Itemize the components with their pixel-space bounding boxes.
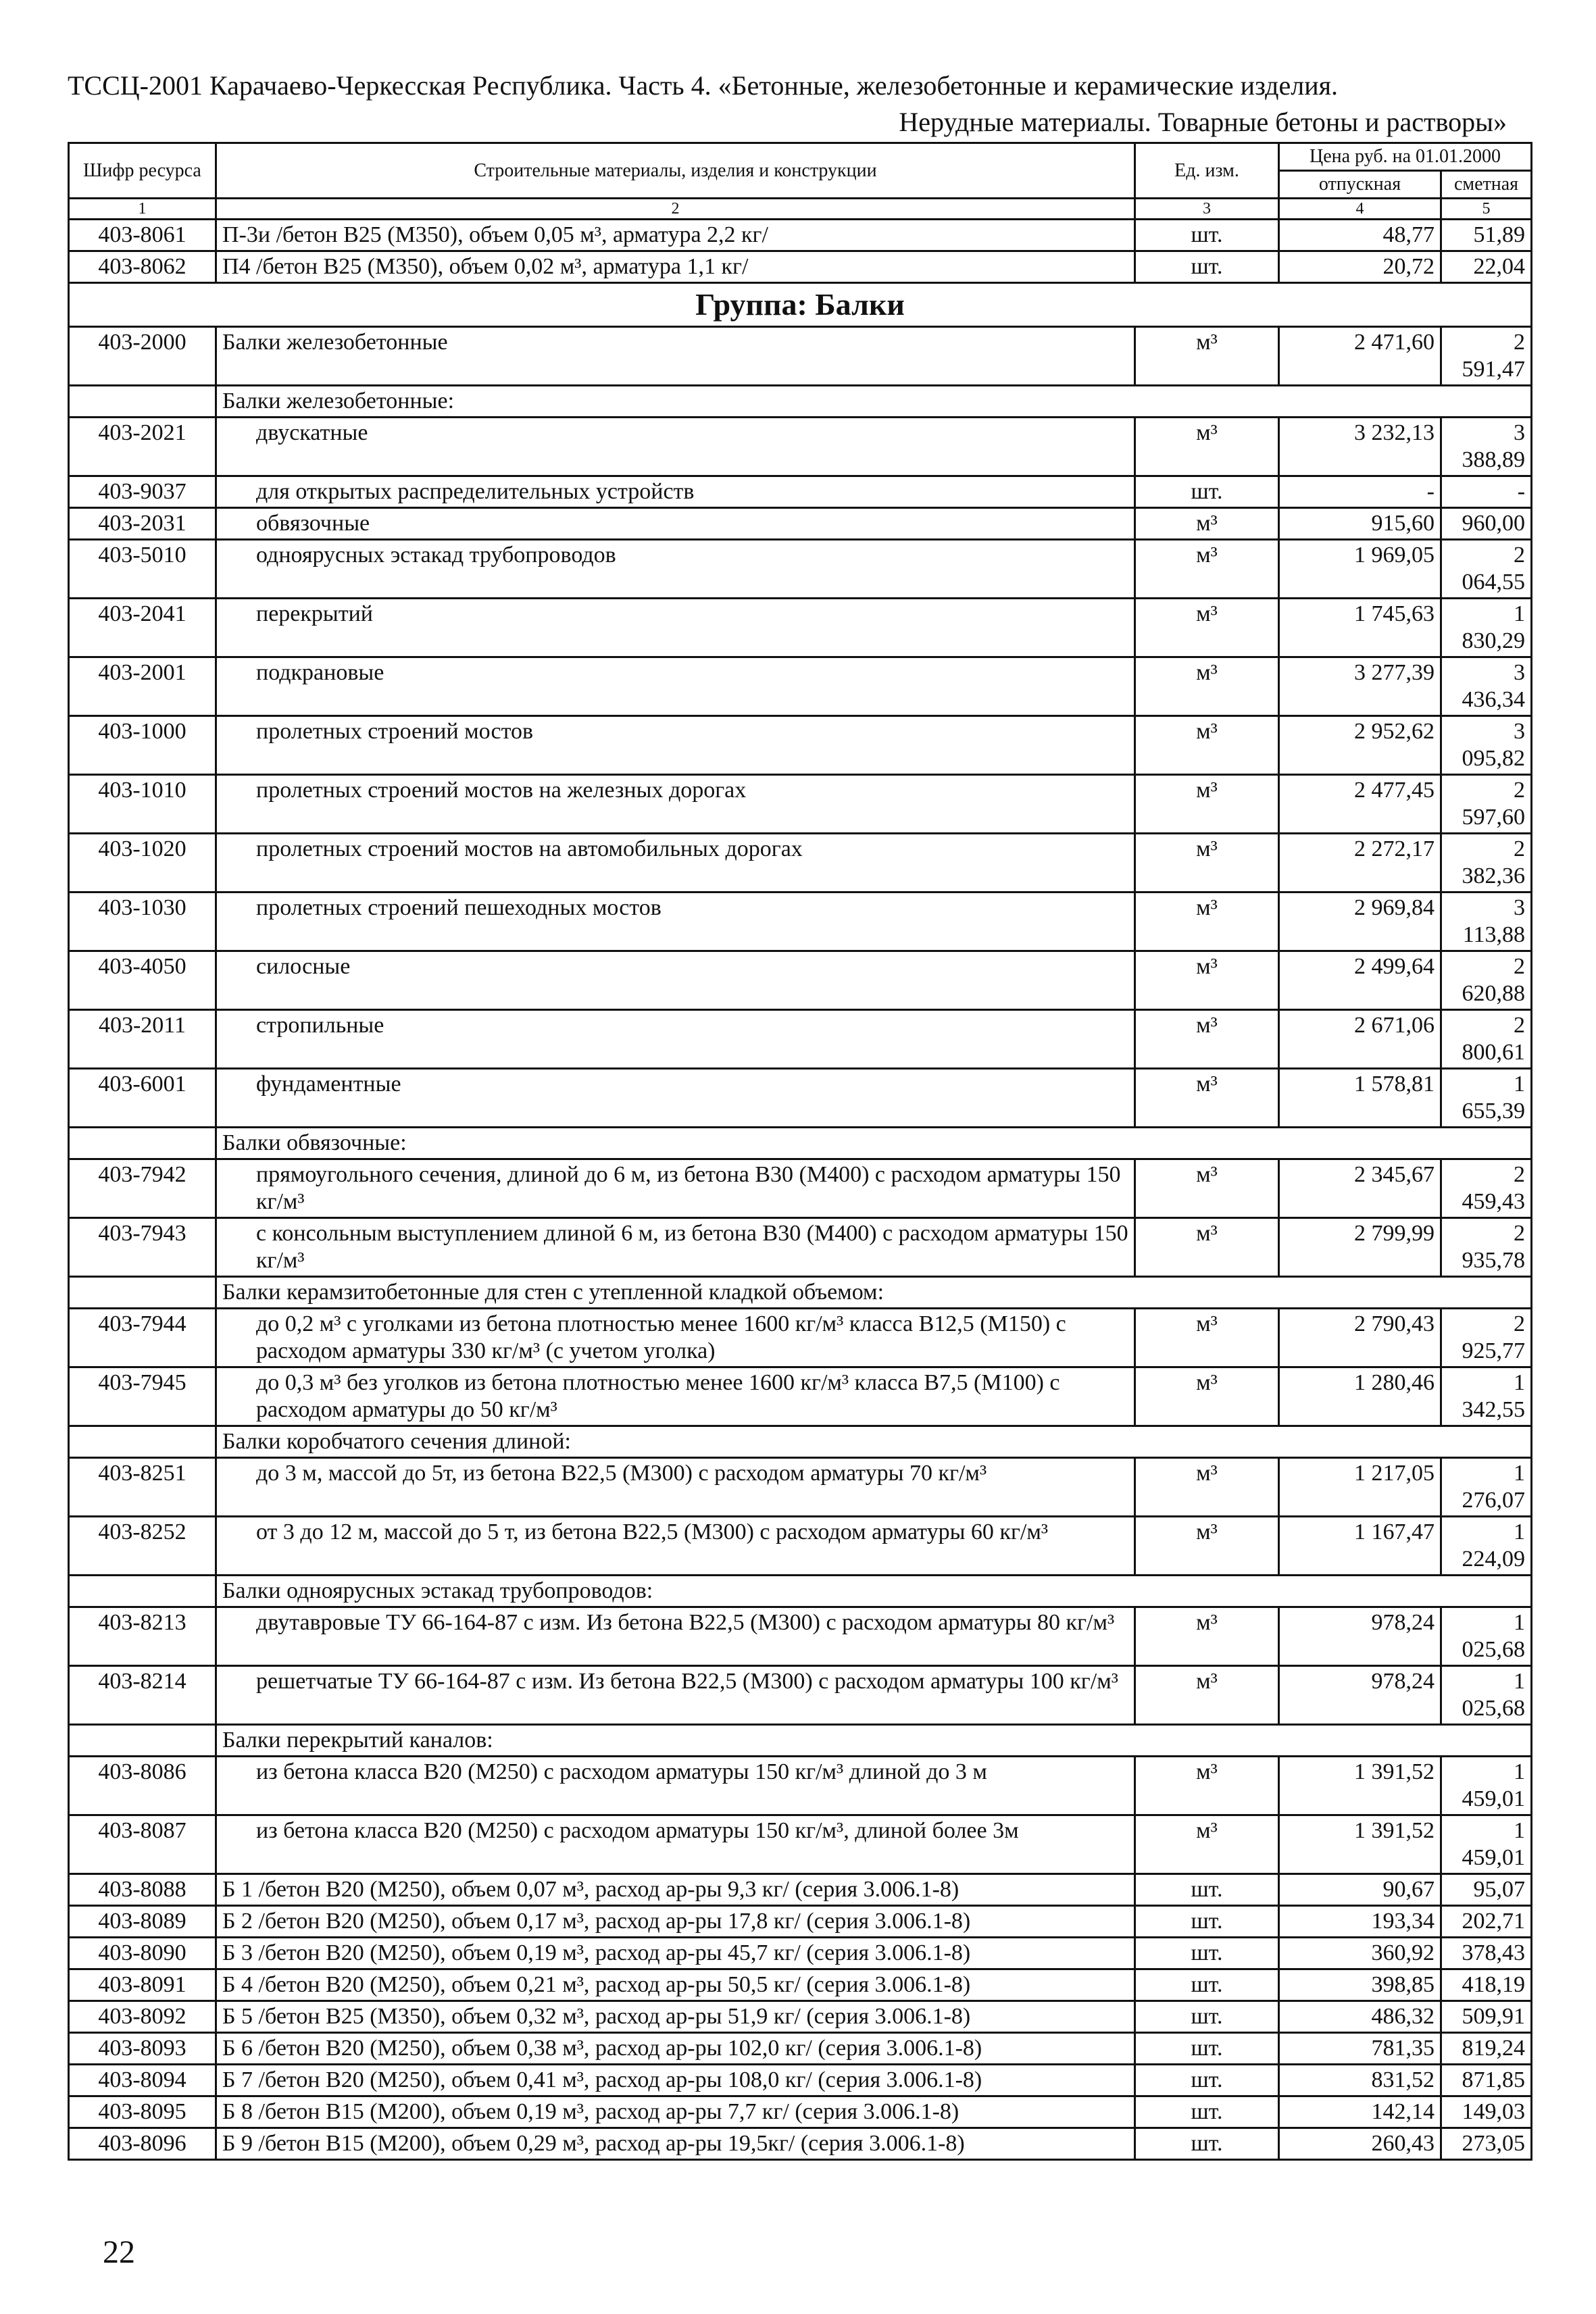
resource-name: пролетных строений мостов на автомобильных дорогах (216, 834, 1135, 892)
header-line-2: Нерудные материалы. Товарные бетоны и растворы» (899, 107, 1507, 137)
price-estimate: 2 925,77 (1441, 1309, 1532, 1367)
col-number: 4 (1279, 199, 1441, 220)
table-row (69, 1607, 1532, 1666)
price-wholesale: 20,72 (1279, 251, 1441, 283)
price-wholesale: 90,67 (1279, 1874, 1441, 1906)
empty-cell (69, 1128, 216, 1159)
price-wholesale: 978,24 (1279, 1666, 1441, 1725)
resource-code: 403-7942 (69, 1159, 216, 1218)
resource-name: пролетных строений мостов (216, 716, 1135, 775)
price-estimate: 2 064,55 (1441, 540, 1532, 599)
subgroup-row (69, 1576, 1532, 1607)
column-number-row (69, 199, 1532, 220)
resource-name: до 3 м, массой до 5т, из бетона В22,5 (М300) с расходом арматуры 70 кг/м³ (216, 1458, 1135, 1517)
price-estimate: 2 620,88 (1441, 951, 1532, 1010)
table-row (69, 1874, 1532, 1906)
price-wholesale: 193,34 (1279, 1906, 1441, 1938)
group-b-series (69, 1874, 1532, 2160)
resource-unit: шт. (1135, 2096, 1279, 2128)
group-pipeline-beams (69, 1607, 1532, 1725)
resource-name: одноярусных эстакад трубопроводов (216, 540, 1135, 599)
subgroup-row (69, 386, 1532, 418)
subgroup-pipeline (69, 1576, 1532, 1607)
resource-code: 403-8213 (69, 1607, 216, 1666)
price-estimate: 1 224,09 (1441, 1517, 1532, 1576)
price-table-wrapper (68, 142, 1530, 2161)
subgroup-row (69, 1725, 1532, 1757)
price-estimate: 3 113,88 (1441, 892, 1532, 951)
resource-unit: м³ (1135, 1218, 1279, 1277)
resource-unit: м³ (1135, 1517, 1279, 1576)
subgroup-title: Балки обвязочные: (216, 1128, 1532, 1159)
col-header-unit: Ед. изм. (1135, 143, 1279, 199)
table-row (69, 834, 1532, 892)
resource-name: силосные (216, 951, 1135, 1010)
resource-name: двускатные (216, 418, 1135, 476)
price-wholesale: 3 232,13 (1279, 418, 1441, 476)
price-wholesale: 2 799,99 (1279, 1218, 1441, 1277)
table-row (69, 1367, 1532, 1426)
empty-cell (69, 1725, 216, 1757)
subgroup-title: Балки железобетонные: (216, 386, 1532, 418)
resource-code: 403-1010 (69, 775, 216, 834)
resource-name: до 0,3 м³ без уголков из бетона плотностью менее 1600 кг/м³ класса В7,5 (М100) с расходом арматуры до 50 кг/м³ (216, 1367, 1135, 1426)
resource-unit: м³ (1135, 1159, 1279, 1218)
price-wholesale: 2 952,62 (1279, 716, 1441, 775)
price-wholesale: 2 671,06 (1279, 1010, 1441, 1069)
price-wholesale: 1 391,52 (1279, 1815, 1441, 1874)
resource-unit: шт. (1135, 1906, 1279, 1938)
price-wholesale: 360,92 (1279, 1938, 1441, 1969)
resource-name: Б 8 /бетон В15 (М200), объем 0,19 м³, расход ар-ры 7,7 кг/ (серия 3.006.1-8) (216, 2096, 1135, 2128)
resource-unit: шт. (1135, 1938, 1279, 1969)
resource-unit: шт. (1135, 251, 1279, 283)
resource-code: 403-2000 (69, 327, 216, 386)
price-wholesale: 2 969,84 (1279, 892, 1441, 951)
resource-code: 403-8095 (69, 2096, 216, 2128)
table-row (69, 716, 1532, 775)
price-wholesale: 2 272,17 (1279, 834, 1441, 892)
price-estimate: 2 800,61 (1441, 1010, 1532, 1069)
table-row (69, 1309, 1532, 1367)
resource-code: 403-8061 (69, 220, 216, 251)
resource-code: 403-8088 (69, 1874, 216, 1906)
col-header-name: Строительные материалы, изделия и конструкции (216, 143, 1135, 199)
resource-unit: м³ (1135, 1815, 1279, 1874)
subgroup-box (69, 1426, 1532, 1458)
price-estimate: 3 436,34 (1441, 657, 1532, 716)
resource-name: П-3и /бетон В25 (М350), объем 0,05 м³, арматура 2,2 кг/ (216, 220, 1135, 251)
table-row (69, 1218, 1532, 1277)
price-estimate: 1 459,01 (1441, 1815, 1532, 1874)
price-estimate: 378,43 (1441, 1938, 1532, 1969)
resource-unit: м³ (1135, 1458, 1279, 1517)
table-row (69, 1666, 1532, 1725)
resource-name: фундаментные (216, 1069, 1135, 1128)
price-wholesale: 48,77 (1279, 220, 1441, 251)
resource-unit: м³ (1135, 599, 1279, 657)
price-wholesale: 2 790,43 (1279, 1309, 1441, 1367)
price-wholesale: 781,35 (1279, 2033, 1441, 2065)
price-estimate: 51,89 (1441, 220, 1532, 251)
resource-name: Б 5 /бетон В25 (М350), объем 0,32 м³, расход ар-ры 51,9 кг/ (серия 3.006.1-8) (216, 2001, 1135, 2033)
resource-code: 403-7945 (69, 1367, 216, 1426)
price-estimate: 1 830,29 (1441, 599, 1532, 657)
empty-cell (69, 386, 216, 418)
resource-code: 403-8091 (69, 1969, 216, 2001)
resource-name: Б 2 /бетон В20 (М250), объем 0,17 м³, расход ар-ры 17,8 кг/ (серия 3.006.1-8) (216, 1906, 1135, 1938)
price-wholesale: 1 391,52 (1279, 1757, 1441, 1815)
table-row (69, 1517, 1532, 1576)
resource-code: 403-8087 (69, 1815, 216, 1874)
subgroup-title: Балки коробчатого сечения длиной: (216, 1426, 1532, 1458)
resource-name: прямоугольного сечения, длиной до 6 м, из бетона В30 (М400) с расходом арматуры 150 кг/м³ (216, 1159, 1135, 1218)
subgroup-channel (69, 1725, 1532, 1757)
price-estimate: 3 388,89 (1441, 418, 1532, 476)
price-estimate: 22,04 (1441, 251, 1532, 283)
resource-code: 403-8089 (69, 1906, 216, 1938)
resource-unit: м³ (1135, 716, 1279, 775)
table-row (69, 1815, 1532, 1874)
resource-name: двутавровые ТУ 66-164-87 с изм. Из бетона В22,5 (М300) с расходом арматуры 80 кг/м³ (216, 1607, 1135, 1666)
resource-name: подкрановые (216, 657, 1135, 716)
resource-code: 403-8090 (69, 1938, 216, 1969)
price-wholesale: 915,60 (1279, 508, 1441, 540)
resource-code: 403-2031 (69, 508, 216, 540)
resource-name: с консольным выступлением длиной 6 м, из бетона В30 (М400) с расходом арматуры 150 кг/м³ (216, 1218, 1135, 1277)
col-number: 3 (1135, 199, 1279, 220)
price-estimate: - (1441, 476, 1532, 508)
col-header-wholesale: отпускная (1279, 171, 1441, 199)
table-row (69, 508, 1532, 540)
price-estimate: 1 655,39 (1441, 1069, 1532, 1128)
table-row (69, 2096, 1532, 2128)
price-estimate: 2 935,78 (1441, 1218, 1532, 1277)
price-estimate: 819,24 (1441, 2033, 1532, 2065)
resource-code: 403-8086 (69, 1757, 216, 1815)
group-reinforced-beams (69, 418, 1532, 1128)
resource-code: 403-5010 (69, 540, 216, 599)
price-estimate: 2 597,60 (1441, 775, 1532, 834)
subgroup-strapping (69, 1128, 1532, 1159)
resource-unit: м³ (1135, 775, 1279, 834)
resource-code: 403-7943 (69, 1218, 216, 1277)
resource-code: 403-2011 (69, 1010, 216, 1069)
table-row (69, 418, 1532, 476)
price-wholesale: 398,85 (1279, 1969, 1441, 2001)
price-estimate: 960,00 (1441, 508, 1532, 540)
table-row (69, 1010, 1532, 1069)
resource-unit: шт. (1135, 476, 1279, 508)
group-strapping-beams (69, 1159, 1532, 1277)
subgroup-row (69, 1426, 1532, 1458)
table-row (69, 1159, 1532, 1218)
subgroup-claydite (69, 1277, 1532, 1309)
price-wholesale: 831,52 (1279, 2065, 1441, 2096)
table-row (69, 1969, 1532, 2001)
resource-unit: м³ (1135, 1367, 1279, 1426)
price-wholesale: 1 280,46 (1279, 1367, 1441, 1426)
resource-code: 403-8062 (69, 251, 216, 283)
resource-unit: м³ (1135, 540, 1279, 599)
group-box-beams (69, 1458, 1532, 1576)
table-row (69, 1069, 1532, 1128)
price-wholesale: 1 578,81 (1279, 1069, 1441, 1128)
table-row (69, 775, 1532, 834)
resource-unit: м³ (1135, 1010, 1279, 1069)
col-number: 1 (69, 199, 216, 220)
table-row (69, 657, 1532, 716)
subgroup-title: Балки керамзитобетонные для стен с утепленной кладкой объемом: (216, 1277, 1532, 1309)
subgroup-title: Балки перекрытий каналов: (216, 1725, 1532, 1757)
resource-name: стропильные (216, 1010, 1135, 1069)
table-row (69, 951, 1532, 1010)
resource-unit: шт. (1135, 2033, 1279, 2065)
resource-code: 403-1020 (69, 834, 216, 892)
resource-code: 403-8093 (69, 2033, 216, 2065)
price-wholesale: 1 167,47 (1279, 1517, 1441, 1576)
resource-code: 403-8214 (69, 1666, 216, 1725)
resource-name: для открытых распределительных устройств (216, 476, 1135, 508)
resource-name: Б 4 /бетон В20 (М250), объем 0,21 м³, расход ар-ры 50,5 кг/ (серия 3.006.1-8) (216, 1969, 1135, 2001)
resource-name: обвязочные (216, 508, 1135, 540)
resource-name: до 0,2 м³ с уголками из бетона плотностью менее 1600 кг/м³ класса В12,5 (М150) с расходом арматуры 330 кг/м³ (с учетом уголка) (216, 1309, 1135, 1367)
subgroup-row (69, 1128, 1532, 1159)
resource-name: Б 9 /бетон В15 (М200), объем 0,29 м³, расход ар-ры 19,5кг/ (серия 3.006.1-8) (216, 2128, 1135, 2160)
resource-unit: м³ (1135, 1757, 1279, 1815)
price-estimate: 149,03 (1441, 2096, 1532, 2128)
resource-code: 403-8096 (69, 2128, 216, 2160)
page-number: 22 (103, 2234, 135, 2270)
resource-name: П4 /бетон В25 (М350), объем 0,02 м³, арматура 1,1 кг/ (216, 251, 1135, 283)
price-estimate: 509,91 (1441, 2001, 1532, 2033)
resource-name: Б 1 /бетон В20 (М250), объем 0,07 м³, расход ар-ры 9,3 кг/ (серия 3.006.1-8) (216, 1874, 1135, 1906)
price-estimate: 2 591,47 (1441, 327, 1532, 386)
table-row (69, 1458, 1532, 1517)
resource-unit: м³ (1135, 1607, 1279, 1666)
resource-name: Б 3 /бетон В20 (М250), объем 0,19 м³, расход ар-ры 45,7 кг/ (серия 3.006.1-8) (216, 1938, 1135, 1969)
resource-unit: шт. (1135, 2001, 1279, 2033)
col-header-price: Цена руб. на 01.01.2000 (1279, 143, 1532, 171)
resource-code: 403-1000 (69, 716, 216, 775)
resource-code: 403-2041 (69, 599, 216, 657)
price-estimate: 95,07 (1441, 1874, 1532, 1906)
price-wholesale: 3 277,39 (1279, 657, 1441, 716)
resource-name: из бетона класса В20 (М250) с расходом арматуры 150 кг/м³ длиной до 3 м (216, 1757, 1135, 1815)
price-estimate: 871,85 (1441, 2065, 1532, 2096)
table-head (69, 143, 1532, 220)
resource-name: Б 7 /бетон В20 (М250), объем 0,41 м³, расход ар-ры 108,0 кг/ (серия 3.006.1-8) (216, 2065, 1135, 2096)
price-estimate: 2 382,36 (1441, 834, 1532, 892)
table-row (69, 476, 1532, 508)
table-row (69, 1757, 1532, 1815)
resource-unit: м³ (1135, 657, 1279, 716)
resource-code: 403-8092 (69, 2001, 216, 2033)
resource-name: пролетных строений пешеходных мостов (216, 892, 1135, 951)
resource-unit: м³ (1135, 834, 1279, 892)
resource-unit: м³ (1135, 1666, 1279, 1725)
resource-unit: шт. (1135, 2128, 1279, 2160)
resource-unit: м³ (1135, 1309, 1279, 1367)
subgroup-title: Балки одноярусных эстакад трубопроводов: (216, 1576, 1532, 1607)
resource-name: Б 6 /бетон В20 (М250), объем 0,38 м³, расход ар-ры 102,0 кг/ (серия 3.006.1-8) (216, 2033, 1135, 2065)
price-wholesale: 1 745,63 (1279, 599, 1441, 657)
resource-unit: шт. (1135, 1969, 1279, 2001)
table-row (69, 1906, 1532, 1938)
resource-name: перекрытий (216, 599, 1135, 657)
resource-code: 403-7944 (69, 1309, 216, 1367)
table-row (69, 2033, 1532, 2065)
price-wholesale: 142,14 (1279, 2096, 1441, 2128)
table-row (69, 220, 1532, 251)
price-estimate: 1 276,07 (1441, 1458, 1532, 1517)
resource-unit: шт. (1135, 220, 1279, 251)
resource-code: 403-8252 (69, 1517, 216, 1576)
price-wholesale: 2 499,64 (1279, 951, 1441, 1010)
price-table (68, 142, 1532, 2161)
group-claydite-beams (69, 1309, 1532, 1426)
table-row (69, 892, 1532, 951)
resource-code: 403-4050 (69, 951, 216, 1010)
table-row (69, 540, 1532, 599)
resource-unit: м³ (1135, 892, 1279, 951)
resource-code: 403-6001 (69, 1069, 216, 1128)
resource-code: 403-8094 (69, 2065, 216, 2096)
resource-code: 403-9037 (69, 476, 216, 508)
price-estimate: 418,19 (1441, 1969, 1532, 2001)
price-wholesale: 2 345,67 (1279, 1159, 1441, 1218)
price-wholesale: 260,43 (1279, 2128, 1441, 2160)
col-header-code: Шифр ресурса (69, 143, 216, 199)
table-row (69, 599, 1532, 657)
price-estimate: 1 342,55 (1441, 1367, 1532, 1426)
table-row (69, 1938, 1532, 1969)
resource-code: 403-2021 (69, 418, 216, 476)
price-wholesale: 1 217,05 (1279, 1458, 1441, 1517)
resource-unit: м³ (1135, 327, 1279, 386)
header-line-1: ТССЦ-2001 Карачаево-Черкесская Республика. Часть 4. «Бетонные, железобетонные и керамические изделия. (68, 70, 1339, 101)
price-wholesale: 2 477,45 (1279, 775, 1441, 834)
empty-cell (69, 1426, 216, 1458)
price-wholesale: 2 471,60 (1279, 327, 1441, 386)
table-row (69, 251, 1532, 283)
resource-name: решетчатые ТУ 66-164-87 с изм. Из бетона В22,5 (М300) с расходом арматуры 100 кг/м³ (216, 1666, 1135, 1725)
col-number: 5 (1441, 199, 1532, 220)
resource-unit: м³ (1135, 418, 1279, 476)
price-estimate: 1 459,01 (1441, 1757, 1532, 1815)
price-estimate: 273,05 (1441, 2128, 1532, 2160)
price-wholesale: 1 969,05 (1279, 540, 1441, 599)
resource-unit: шт. (1135, 2065, 1279, 2096)
document-header (68, 68, 1507, 141)
price-estimate: 202,71 (1441, 1906, 1532, 1938)
resource-code: 403-1030 (69, 892, 216, 951)
resource-name: пролетных строений мостов на железных дорогах (216, 775, 1135, 834)
subgroup-row (69, 1277, 1532, 1309)
resource-name: из бетона класса В20 (М250) с расходом арматуры 150 кг/м³, длиной более 3м (216, 1815, 1135, 1874)
table-row (69, 2065, 1532, 2096)
group-channel-beams (69, 1757, 1532, 1874)
resource-code: 403-8251 (69, 1458, 216, 1517)
price-estimate: 3 095,82 (1441, 716, 1532, 775)
resource-unit: м³ (1135, 508, 1279, 540)
resource-name: от 3 до 12 м, массой до 5 т, из бетона В22,5 (М300) с расходом арматуры 60 кг/м³ (216, 1517, 1135, 1576)
resource-unit: м³ (1135, 951, 1279, 1010)
empty-cell (69, 1277, 216, 1309)
table-row (69, 327, 1532, 386)
price-wholesale: 486,32 (1279, 2001, 1441, 2033)
table-row (69, 2001, 1532, 2033)
price-estimate: 1 025,68 (1441, 1666, 1532, 1725)
resource-name: Балки железобетонные (216, 327, 1135, 386)
col-header-estimate: сметная (1441, 171, 1532, 199)
table-row (69, 2128, 1532, 2160)
resource-code: 403-2001 (69, 657, 216, 716)
table-body (69, 220, 1532, 418)
group-title: Группа: Балки (69, 283, 1532, 327)
resource-unit: шт. (1135, 1874, 1279, 1906)
price-wholesale: 978,24 (1279, 1607, 1441, 1666)
resource-unit: м³ (1135, 1069, 1279, 1128)
empty-cell (69, 1576, 216, 1607)
price-estimate: 2 459,43 (1441, 1159, 1532, 1218)
group-title-row (69, 283, 1532, 327)
price-estimate: 1 025,68 (1441, 1607, 1532, 1666)
price-wholesale: - (1279, 476, 1441, 508)
col-number: 2 (216, 199, 1135, 220)
